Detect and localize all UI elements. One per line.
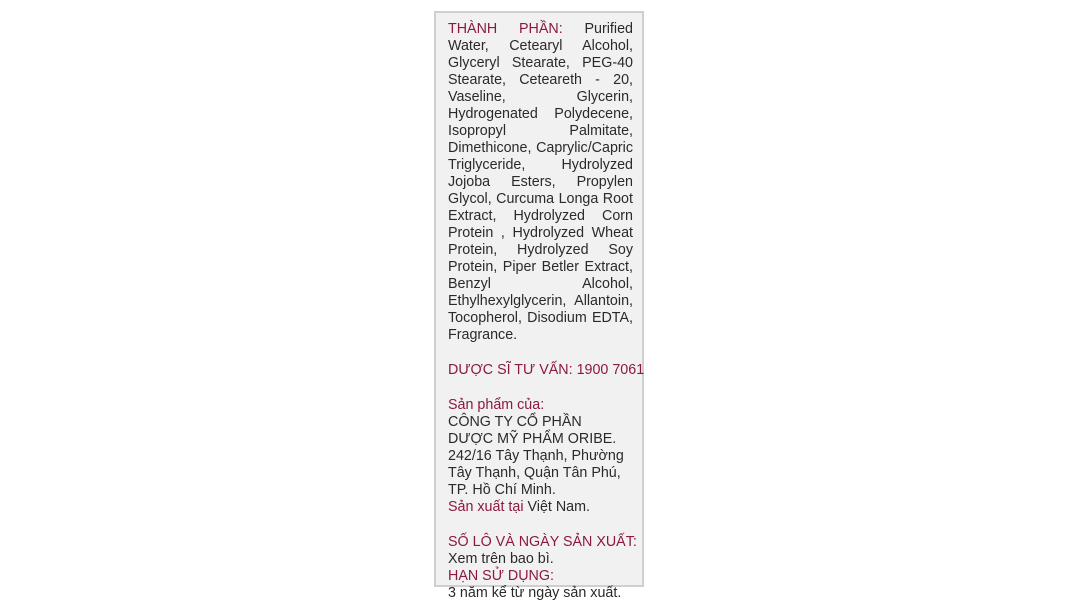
product-label-panel	[434, 11, 645, 601]
expiry-label: HẠN SỬ DỤNG:	[448, 568, 554, 584]
manufacturer-line: TP. Hồ Chí Minh.	[448, 482, 556, 498]
manufacturer-line: Tây Thạnh, Quận Tân Phú,	[448, 465, 621, 481]
manufacturer-line: DƯỢC MỸ PHẨM ORIBE.	[448, 431, 617, 447]
manufacturer-line: CÔNG TY CỔ PHẦN	[448, 414, 582, 430]
expiry-value: 3 năm kể từ ngày sản xuất.	[448, 585, 622, 601]
ingredients-section	[448, 21, 633, 344]
manufacturer-label: Sản phẩm của:	[448, 397, 545, 413]
manufacturer-line: 242/16 Tây Thạnh, Phường	[448, 448, 624, 464]
batch-value: Xem trên bao bì.	[448, 551, 554, 567]
made-in-row	[448, 499, 633, 516]
ingredients-label: THÀNH PHẦN:	[448, 21, 563, 37]
hotline-text: DƯỢC SĨ TƯ VẤN: 1900 7061	[448, 362, 645, 378]
made-in-value: Việt Nam.	[527, 499, 591, 515]
batch-expiry-section	[448, 534, 637, 602]
manufacturer-section	[448, 397, 633, 516]
ingredients-text: Purified Water, Cetearyl Alcohol, Glyceryl Stearate, PEG-40 Stearate, Ceteareth - 20, Vaseline, Glycerin, Hydrogenated Polydecene, Isopropyl Palmitate, Dimethicone, Caprylic/Capric Triglyceride, Hydrolyzed Jojoba Esters, Propylen Glycol, Curcuma Longa Root Extract, Hydrolyzed Corn Protein , Hydrolyzed Wheat Protein, Hydrolyzed Soy Protein, Piper Betler Extract, Benzyl Alcohol, Ethylhexylglycerin, Allantoin, Tocopherol, Disodium EDTA, Fragrance.	[448, 21, 633, 343]
made-in-label: Sản xuất tại	[448, 499, 524, 515]
batch-label: SỐ LÔ VÀ NGÀY SẢN XUẤT:	[448, 534, 637, 550]
